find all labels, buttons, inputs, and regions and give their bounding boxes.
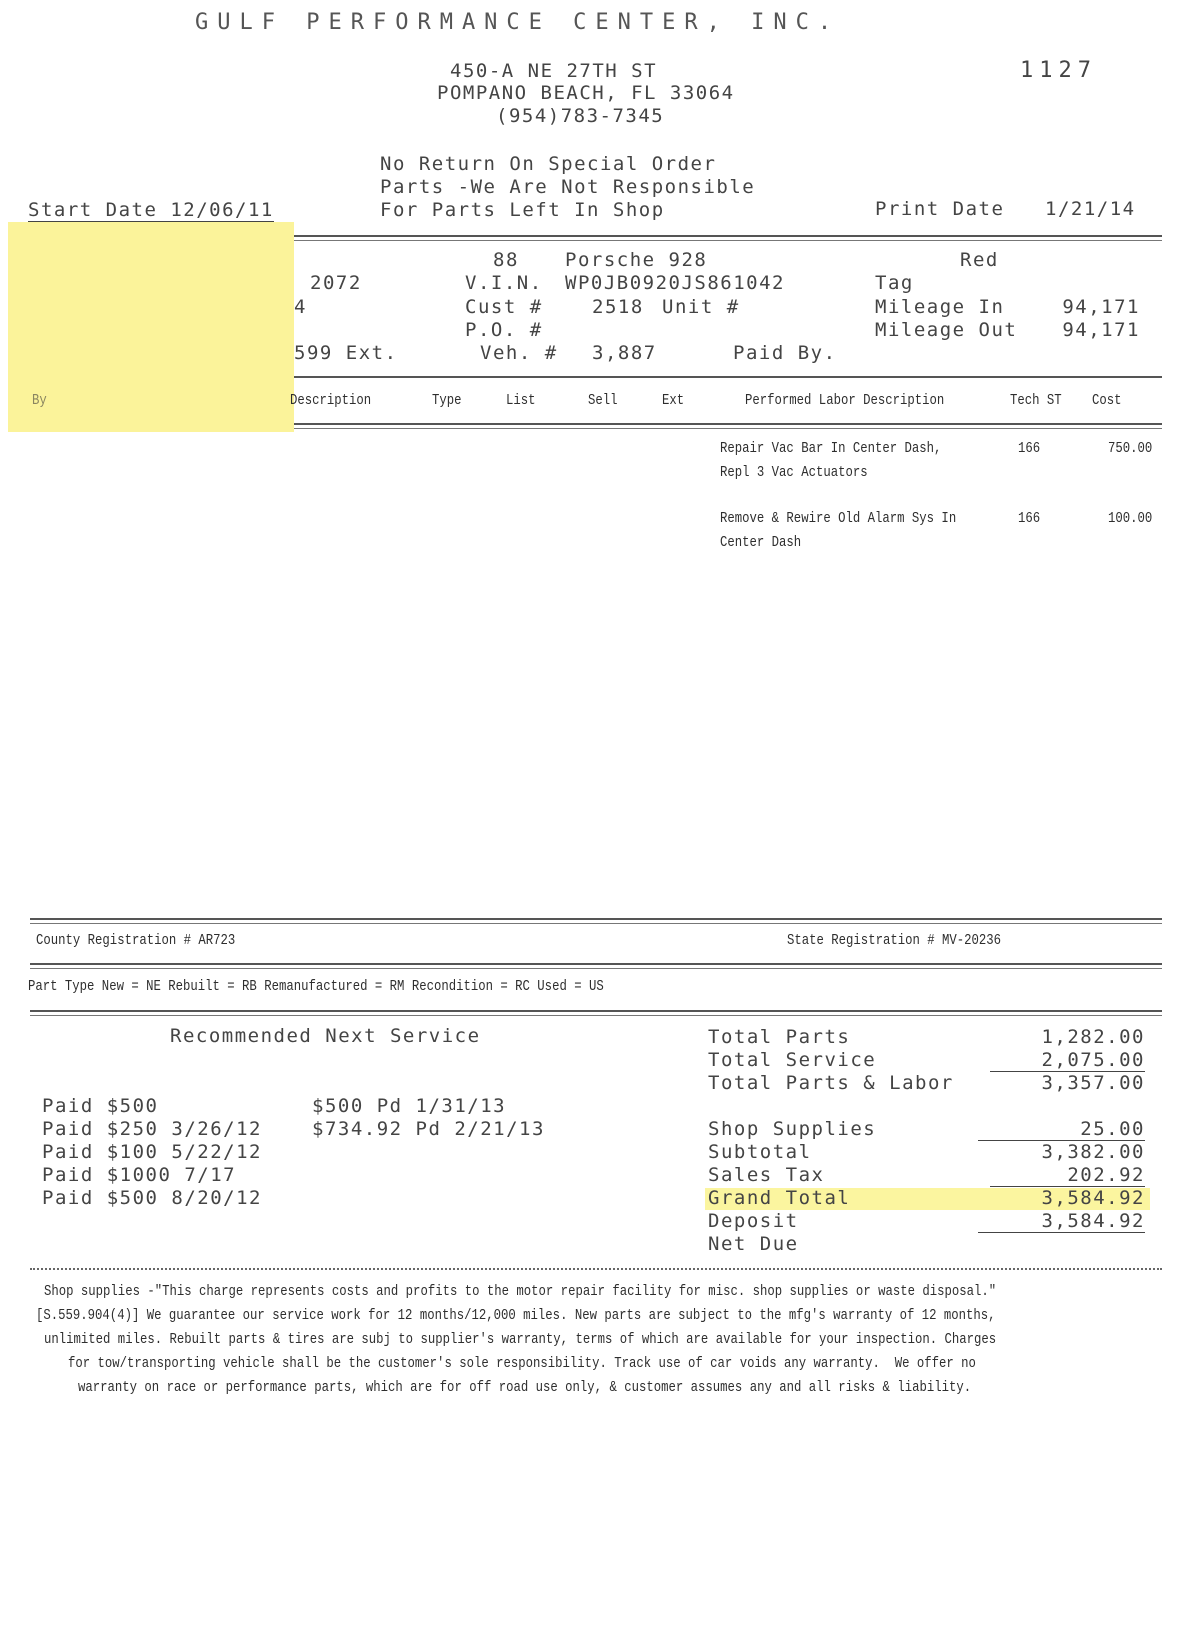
customer-redaction: [8, 222, 294, 432]
invoice-number: 1127: [1020, 58, 1097, 83]
company-phone: (954)783-7345: [496, 105, 665, 127]
labor-2-line-2: Center Dash: [720, 534, 802, 551]
disclaimer-line-3: unlimited miles. Rebuilt parts & tires are subj to supplier's warranty, terms of which are available for your inspection. Charges: [44, 1331, 997, 1348]
county-registration: County Registration # AR723: [36, 932, 236, 949]
payment-left-2: Paid $250 3/26/12: [42, 1118, 262, 1140]
notice-line-1: No Return On Special Order: [380, 153, 717, 175]
po-label: P.O. #: [465, 319, 543, 341]
labor-2-cost: 100.00: [1108, 510, 1153, 527]
vin-label: V.I.N.: [465, 272, 543, 294]
payment-right-2: $734.92 Pd 2/21/13: [312, 1118, 545, 1140]
disclaimer-line-1: Shop supplies -"This charge represents costs and profits to the motor repair facility for misc. shop supplies or waste disposal.": [44, 1283, 997, 1300]
veh-number: 3,887: [592, 342, 657, 364]
column-rule-top: [294, 376, 1162, 378]
col-description: Description: [290, 392, 372, 409]
vehicle-color: Red: [960, 249, 999, 271]
paid-by-label: Paid By.: [733, 342, 837, 364]
shop-supplies-label: Shop Supplies: [708, 1118, 877, 1140]
vehicle-make-model: Porsche 928: [565, 249, 708, 271]
company-name: GULF PERFORMANCE CENTER, INC.: [195, 10, 841, 35]
labor-2-line-1: Remove & Rewire Old Alarm Sys In: [720, 510, 957, 527]
labor-1-line-1: Repair Vac Bar In Center Dash,: [720, 440, 942, 457]
payment-left-3: Paid $100 5/22/12: [42, 1141, 262, 1163]
veh-label: Veh. #: [480, 342, 558, 364]
company-address-2: POMPANO BEACH, FL 33064: [437, 82, 735, 104]
cust-number: 2518: [592, 296, 644, 318]
company-address-1: 450-A NE 27TH ST: [450, 60, 658, 82]
subtotal-value: 3,382.00: [1041, 1141, 1145, 1163]
col-labor-description: Performed Labor Description: [745, 392, 945, 409]
payment-left-4: Paid $1000 7/17: [42, 1164, 237, 1186]
tag-label: Tag: [875, 272, 914, 294]
customer-street-partial: 2072: [310, 272, 362, 294]
cust-label: Cust #: [465, 296, 543, 318]
subtotal-label: Subtotal: [708, 1141, 812, 1163]
labor-1-line-2: Repl 3 Vac Actuators: [720, 464, 868, 481]
unit-label: Unit #: [662, 296, 740, 318]
col-cost: Cost: [1092, 392, 1122, 409]
notice-line-2: Parts -We Are Not Responsible: [380, 176, 756, 198]
mileage-in: 94,171: [1062, 296, 1140, 318]
grand-total-value: 3,584.92: [1041, 1187, 1145, 1209]
payment-right-1: $500 Pd 1/31/13: [312, 1095, 507, 1117]
recommended-title: Recommended Next Service: [170, 1025, 481, 1047]
customer-phone-ext: 599 Ext.: [294, 342, 398, 364]
print-date-label: Print Date: [875, 198, 1005, 220]
deposit-label: Deposit: [708, 1210, 799, 1232]
total-parts-labor-label: Total Parts & Labor: [708, 1072, 954, 1094]
mileage-in-label: Mileage In: [875, 296, 1005, 318]
disclaimer-line-5: warranty on race or performance parts, which are for off road use only, & customer assumes any and all risks & liability.: [78, 1379, 972, 1396]
part-type-legend: Part Type New = NE Rebuilt = RB Remanufactured = RM Recondition = RC Used = US: [28, 978, 604, 995]
col-list: List: [506, 392, 536, 409]
grand-total-label: Grand Total: [708, 1187, 851, 1209]
notice-line-3: For Parts Left In Shop: [380, 199, 665, 221]
registration-rule-bottom: [30, 963, 1162, 969]
registration-rule-top: [30, 918, 1162, 924]
deposit-value: 3,584.92: [978, 1210, 1145, 1233]
shop-supplies-value: 25.00: [978, 1118, 1145, 1141]
col-sell: Sell: [588, 392, 618, 409]
sales-tax-value: 202.92: [990, 1164, 1145, 1187]
payment-left-5: Paid $500 8/20/12: [42, 1187, 262, 1209]
total-service-label: Total Service: [708, 1049, 877, 1071]
disclaimer-line-2: [S.559.904(4)] We guarantee our service work for 12 months/12,000 miles. New parts are subject to the mfg's warranty of 12 months,: [36, 1307, 996, 1324]
labor-2-tech: 166: [1018, 510, 1041, 527]
mileage-out-label: Mileage Out: [875, 319, 1018, 341]
state-registration: State Registration # MV-20236: [787, 932, 1002, 949]
col-ext: Ext: [662, 392, 685, 409]
mileage-out: 94,171: [1062, 319, 1140, 341]
customer-zip-partial: 4: [294, 296, 307, 318]
start-date: Start Date 12/06/11: [28, 199, 274, 221]
col-type: Type: [432, 392, 462, 409]
customer-by-label: By: [32, 392, 47, 409]
print-date: 1/21/14: [1045, 198, 1136, 220]
total-parts-labor-value: 3,357.00: [1041, 1072, 1145, 1094]
labor-1-tech: 166: [1018, 440, 1041, 457]
vin-value: WP0JB0920JS861042: [565, 272, 785, 294]
payment-left-1: Paid $500: [42, 1095, 159, 1117]
col-tech-st: Tech ST: [1010, 392, 1062, 409]
labor-1-cost: 750.00: [1108, 440, 1153, 457]
vehicle-year: 88: [493, 249, 519, 271]
column-rule-bottom: [294, 423, 1162, 429]
legend-rule-bottom: [30, 1010, 1162, 1016]
net-due-label: Net Due: [708, 1233, 799, 1255]
sales-tax-label: Sales Tax: [708, 1164, 825, 1186]
total-parts-value: 1,282.00: [1041, 1026, 1145, 1048]
total-parts-label: Total Parts: [708, 1026, 851, 1048]
disclaimer-line-4: for tow/transporting vehicle shall be the customer's sole responsibility. Track use of car voids any warranty. We offer no: [68, 1355, 976, 1372]
total-service-value: 2,075.00: [990, 1049, 1145, 1072]
disclaimer-rule: [30, 1268, 1162, 1270]
